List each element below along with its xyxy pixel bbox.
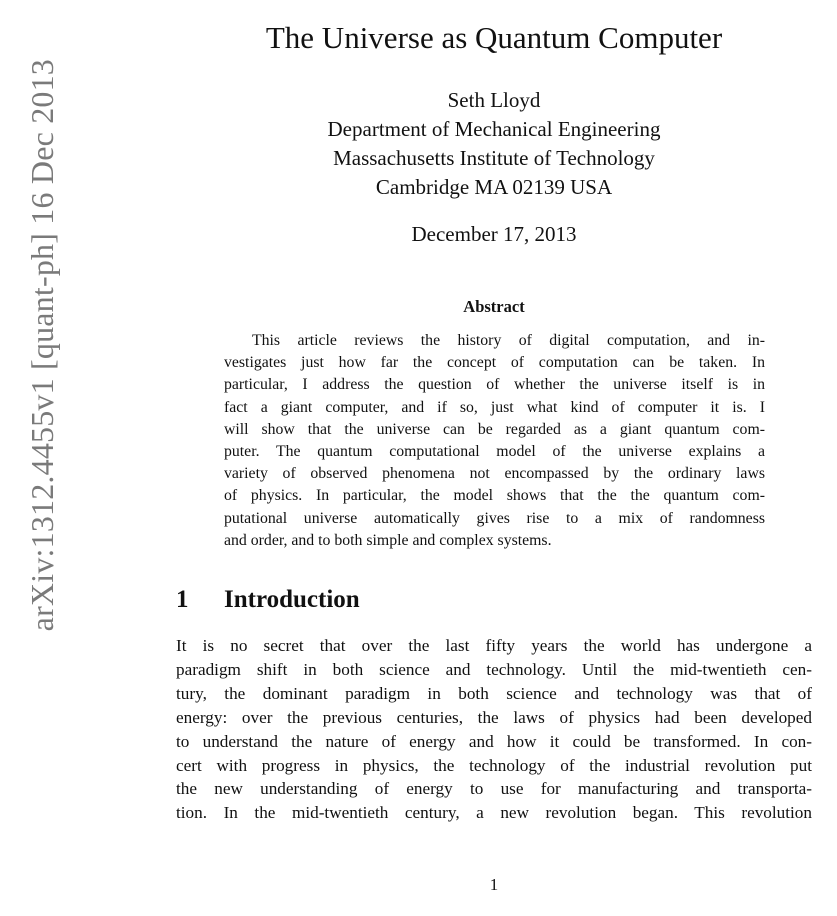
- abstract-line: vestigates just how far the concept of computation can be taken. In: [224, 354, 765, 372]
- abstract-line: fact a giant computer, and if so, just what kind of computer it is. I: [224, 398, 765, 416]
- body-line: to understand the nature of energy and how it could be transformed. In con-: [176, 731, 812, 751]
- paper-title: The Universe as Quantum Computer: [265, 20, 723, 55]
- abstract-heading: Abstract: [463, 297, 525, 316]
- author-department: Department of Mechanical Engineering: [327, 117, 661, 141]
- abstract-line: variety of observed phenomena not encompassed by the ordinary laws: [224, 465, 765, 483]
- author-name: Seth Lloyd: [447, 88, 541, 112]
- body-line: tion. In the mid-twentieth century, a new revolution began. This revolution: [176, 803, 812, 823]
- abstract-line: putational universe automatically gives rise to a mix of randomness: [224, 509, 765, 527]
- arxiv-identifier-text: arXiv:1312.4455v1 [quant-ph] 16 Dec 2013: [23, 58, 60, 632]
- body-line: the new understanding of energy to use for manufacturing and transporta-: [176, 779, 812, 799]
- abstract-line: This article reviews the history of digital computation, and in-: [252, 332, 765, 349]
- section-title: Introduction: [224, 586, 360, 613]
- abstract-line: of physics. In particular, the model shows that the the quantum com-: [224, 487, 765, 505]
- section-heading-introduction: [176, 584, 812, 616]
- author-address: Cambridge MA 02139 USA: [375, 175, 613, 199]
- abstract-body: [224, 330, 765, 552]
- abstract-line: puter. The quantum computational model of the universe explains a: [224, 443, 765, 461]
- body-line: It is no secret that over the last fifty years the world has undergone a: [176, 636, 812, 655]
- body-line: paradigm shift in both science and technology. Until the mid-twentieth cen-: [176, 659, 812, 679]
- arxiv-identifier-stamp: [24, 40, 60, 650]
- introduction-body: [176, 634, 812, 825]
- page-number: 1: [489, 875, 499, 894]
- section-number: 1: [176, 586, 189, 613]
- paper-date: December 17, 2013: [411, 222, 577, 246]
- body-line: energy: over the previous centuries, the laws of physics had been developed: [176, 707, 812, 727]
- author-institution: Massachusetts Institute of Technology: [333, 146, 655, 170]
- abstract-line: will show that the universe can be regarded as a giant quantum com-: [224, 420, 765, 438]
- abstract-line: particular, I address the question of whether the universe itself is in: [224, 376, 765, 394]
- abstract-line: and order, and to both simple and complex systems.: [224, 531, 552, 549]
- body-line: cert with progress in physics, the technology of the industrial revolution put: [176, 755, 812, 775]
- author-block: [176, 86, 812, 202]
- body-line: tury, the dominant paradigm in both science and technology was that of: [176, 683, 812, 703]
